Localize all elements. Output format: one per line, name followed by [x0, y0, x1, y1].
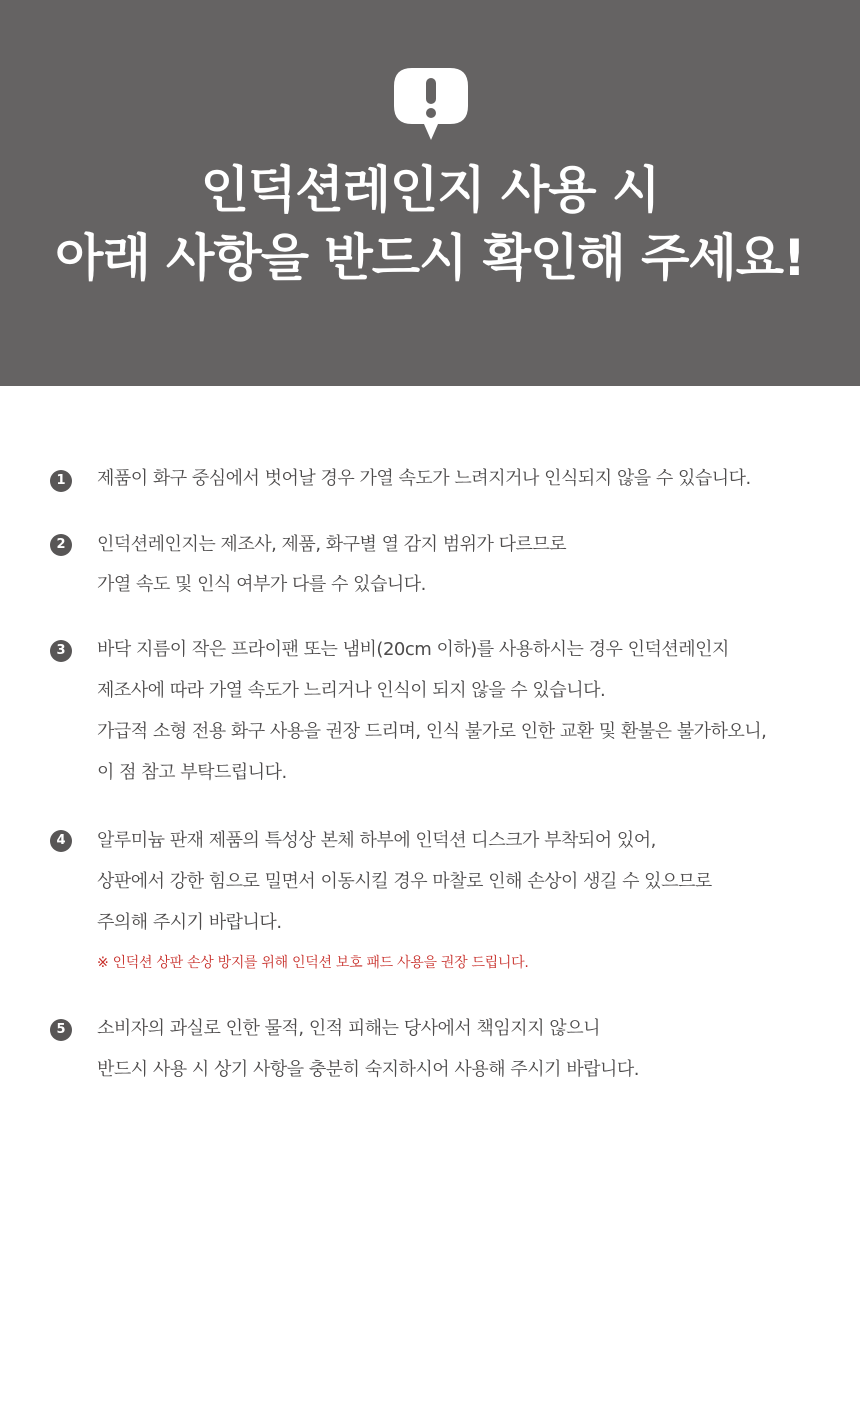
- notice-text: 알루미늄 판재 제품의 특성상 본체 하부에 인덕션 디스크가 부착되어 있어,: [97, 830, 656, 851]
- notice-text: 반드시 사용 시 상기 사항을 충분히 숙지하시어 사용해 주시기 바랍니다.: [97, 1059, 639, 1080]
- exclamation-speech-bubble-icon: [392, 66, 470, 142]
- number-badge: 3: [50, 640, 72, 662]
- number-badge: 1: [50, 470, 72, 492]
- notice-text: 상판에서 강한 힘으로 밀면서 이동시킬 경우 마찰로 인해 손상이 생길 수 있으므로: [97, 871, 712, 892]
- notice-text: 소비자의 과실로 인한 물적, 인적 피해는 당사에서 책임지지 않으니: [97, 1018, 600, 1039]
- warning-header: [0, 0, 860, 386]
- notice-text: 가급적 소형 전용 화구 사용을 권장 드리며, 인식 불가로 인한 교환 및 환불은 불가하오니,: [97, 721, 767, 742]
- number-badge: 2: [50, 534, 72, 556]
- page-title-line-2: 아래 사항을 반드시 확인해 주세요!: [55, 229, 805, 287]
- notice-text: 주의해 주시기 바랍니다.: [97, 912, 282, 933]
- notice-text: 가열 속도 및 인식 여부가 다를 수 있습니다.: [97, 574, 426, 595]
- notice-text: 인덕션레인지는 제조사, 제품, 화구별 열 감지 범위가 다르므로: [97, 534, 567, 555]
- caution-note: ※ 인덕션 상판 손상 방지를 위해 인덕션 보호 패드 사용을 권장 드립니다.: [97, 955, 529, 971]
- number-badge: 4: [50, 830, 72, 852]
- notice-text: 제조사에 따라 가열 속도가 느리거나 인식이 되지 않을 수 있습니다.: [97, 680, 606, 701]
- notice-text: 바닥 지름이 작은 프라이팬 또는 냄비(20cm 이하)를 사용하시는 경우 인덕션레인지: [97, 639, 729, 660]
- number-badge: 5: [50, 1019, 72, 1041]
- notice-text: 이 점 참고 부탁드립니다.: [97, 762, 287, 783]
- page-title-line-1: 인덕션레인지 사용 시: [200, 161, 660, 219]
- notice-text: 제품이 화구 중심에서 벗어날 경우 가열 속도가 느려지거나 인식되지 않을 수 있습니다.: [97, 468, 751, 489]
